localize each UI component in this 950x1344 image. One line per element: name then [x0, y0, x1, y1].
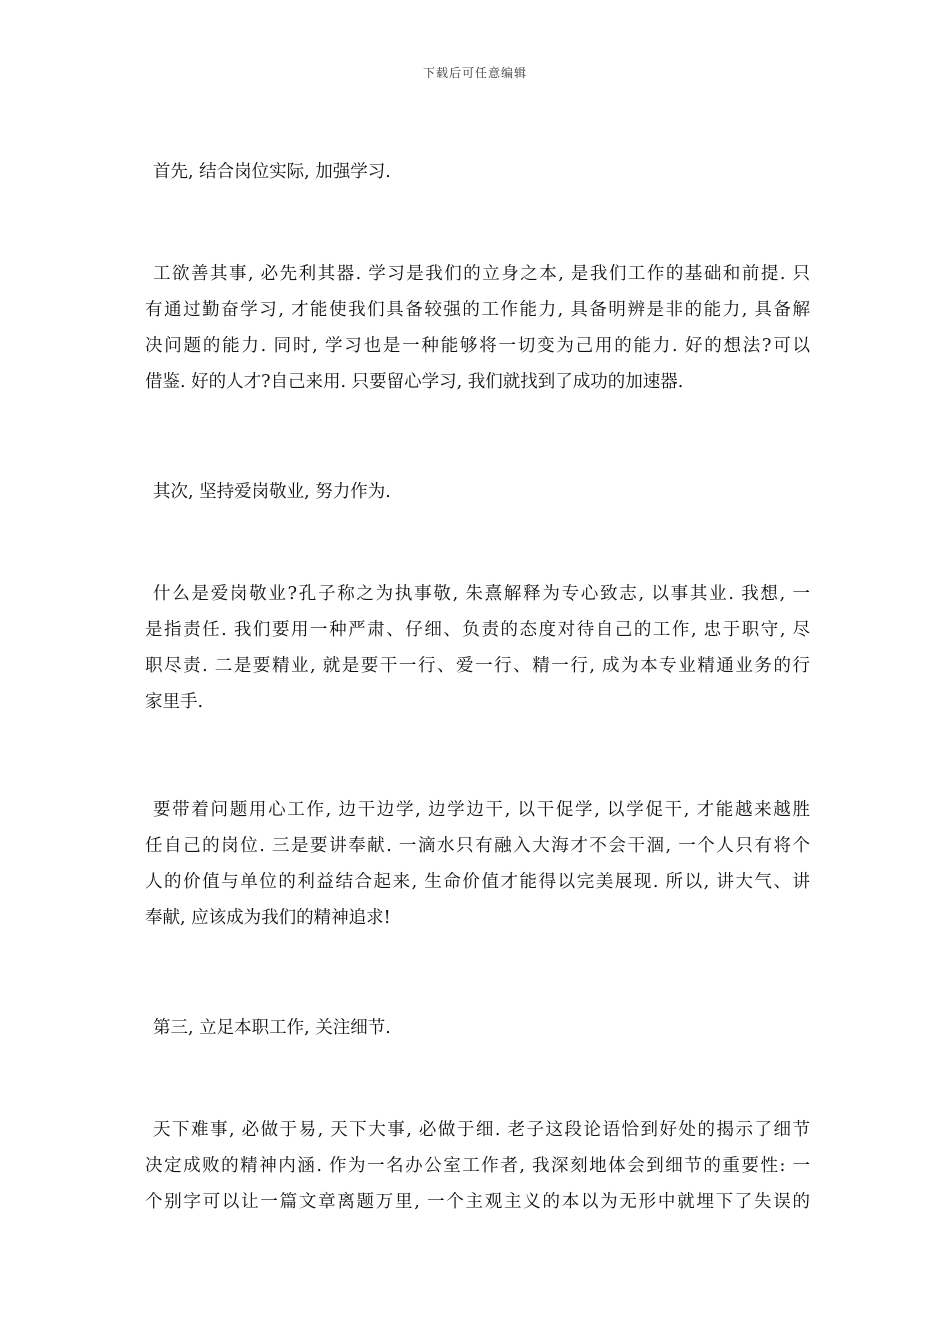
text-line: 第三, 立足本职工作, 关注细节. — [153, 1018, 391, 1038]
text-line: 个别字可以让一篇文章离题万里, 一个主观主义的本以为无形中就埋下了失误的 — [145, 1192, 810, 1212]
text-line: 任自己的岗位. 三是要讲奉献. 一滴水只有融入大海才不会干涸, 一个人只有将个 — [145, 836, 810, 856]
text-line: 借鉴. 好的人才?自己来用. 只要留心学习, 我们就找到了成功的加速器. — [145, 372, 684, 392]
text-line: 工欲善其事, 必先利其器. 学习是我们的立身之本, 是我们工作的基础和前提. 只 — [153, 264, 810, 284]
section-heading-3 — [145, 1010, 810, 1046]
page-header: 下载后可任意编辑 — [422, 66, 527, 80]
text-line: 家里手. — [145, 692, 204, 712]
text-line: 什么是爱岗敬业?孔子称之为执事敬, 朱熹解释为专心致志, 以事其业. 我想, 一 — [153, 584, 810, 604]
paragraph-dedication — [145, 576, 810, 720]
paragraph-contribution — [145, 792, 810, 936]
text-line: 职尽责. 二是要精业, 就是要干一行、爱一行、精一行, 成为本专业精通业务的行 — [145, 656, 810, 676]
text-line: 天下难事, 必做于易, 天下大事, 必做于细. 老子这段论语恰到好处的揭示了细节 — [153, 1120, 810, 1140]
text-line: 首先, 结合岗位实际, 加强学习. — [153, 162, 391, 182]
text-line: 有通过勤奋学习, 才能使我们具备较强的工作能力, 具备明辨是非的能力, 具备解 — [145, 300, 810, 320]
section-heading-1 — [145, 154, 810, 190]
text-line: 奉献, 应该成为我们的精神追求! — [145, 908, 391, 928]
paragraph-study — [145, 256, 810, 400]
text-line: 决问题的能力. 同时, 学习也是一种能够将一切变为己用的能力. 好的想法?可以 — [145, 336, 810, 356]
text-line: 决定成败的精神内涵. 作为一名办公室工作者, 我深刻地体会到细节的重要性: 一 — [145, 1156, 810, 1176]
text-line: 要带着问题用心工作, 边干边学, 边学边干, 以干促学, 以学促干, 才能越来越胜 — [153, 800, 810, 820]
text-line: 其次, 坚持爱岗敬业, 努力作为. — [153, 482, 391, 502]
text-line: 是指责任. 我们要用一种严肃、仔细、负责的态度对待自己的工作, 忠于职守, 尽 — [145, 620, 810, 640]
text-line: 人的价值与单位的利益结合起来, 生命价值才能得以完美展现. 所以, 讲大气、讲 — [145, 872, 810, 892]
section-heading-2 — [145, 474, 810, 510]
paragraph-details — [145, 1112, 810, 1220]
